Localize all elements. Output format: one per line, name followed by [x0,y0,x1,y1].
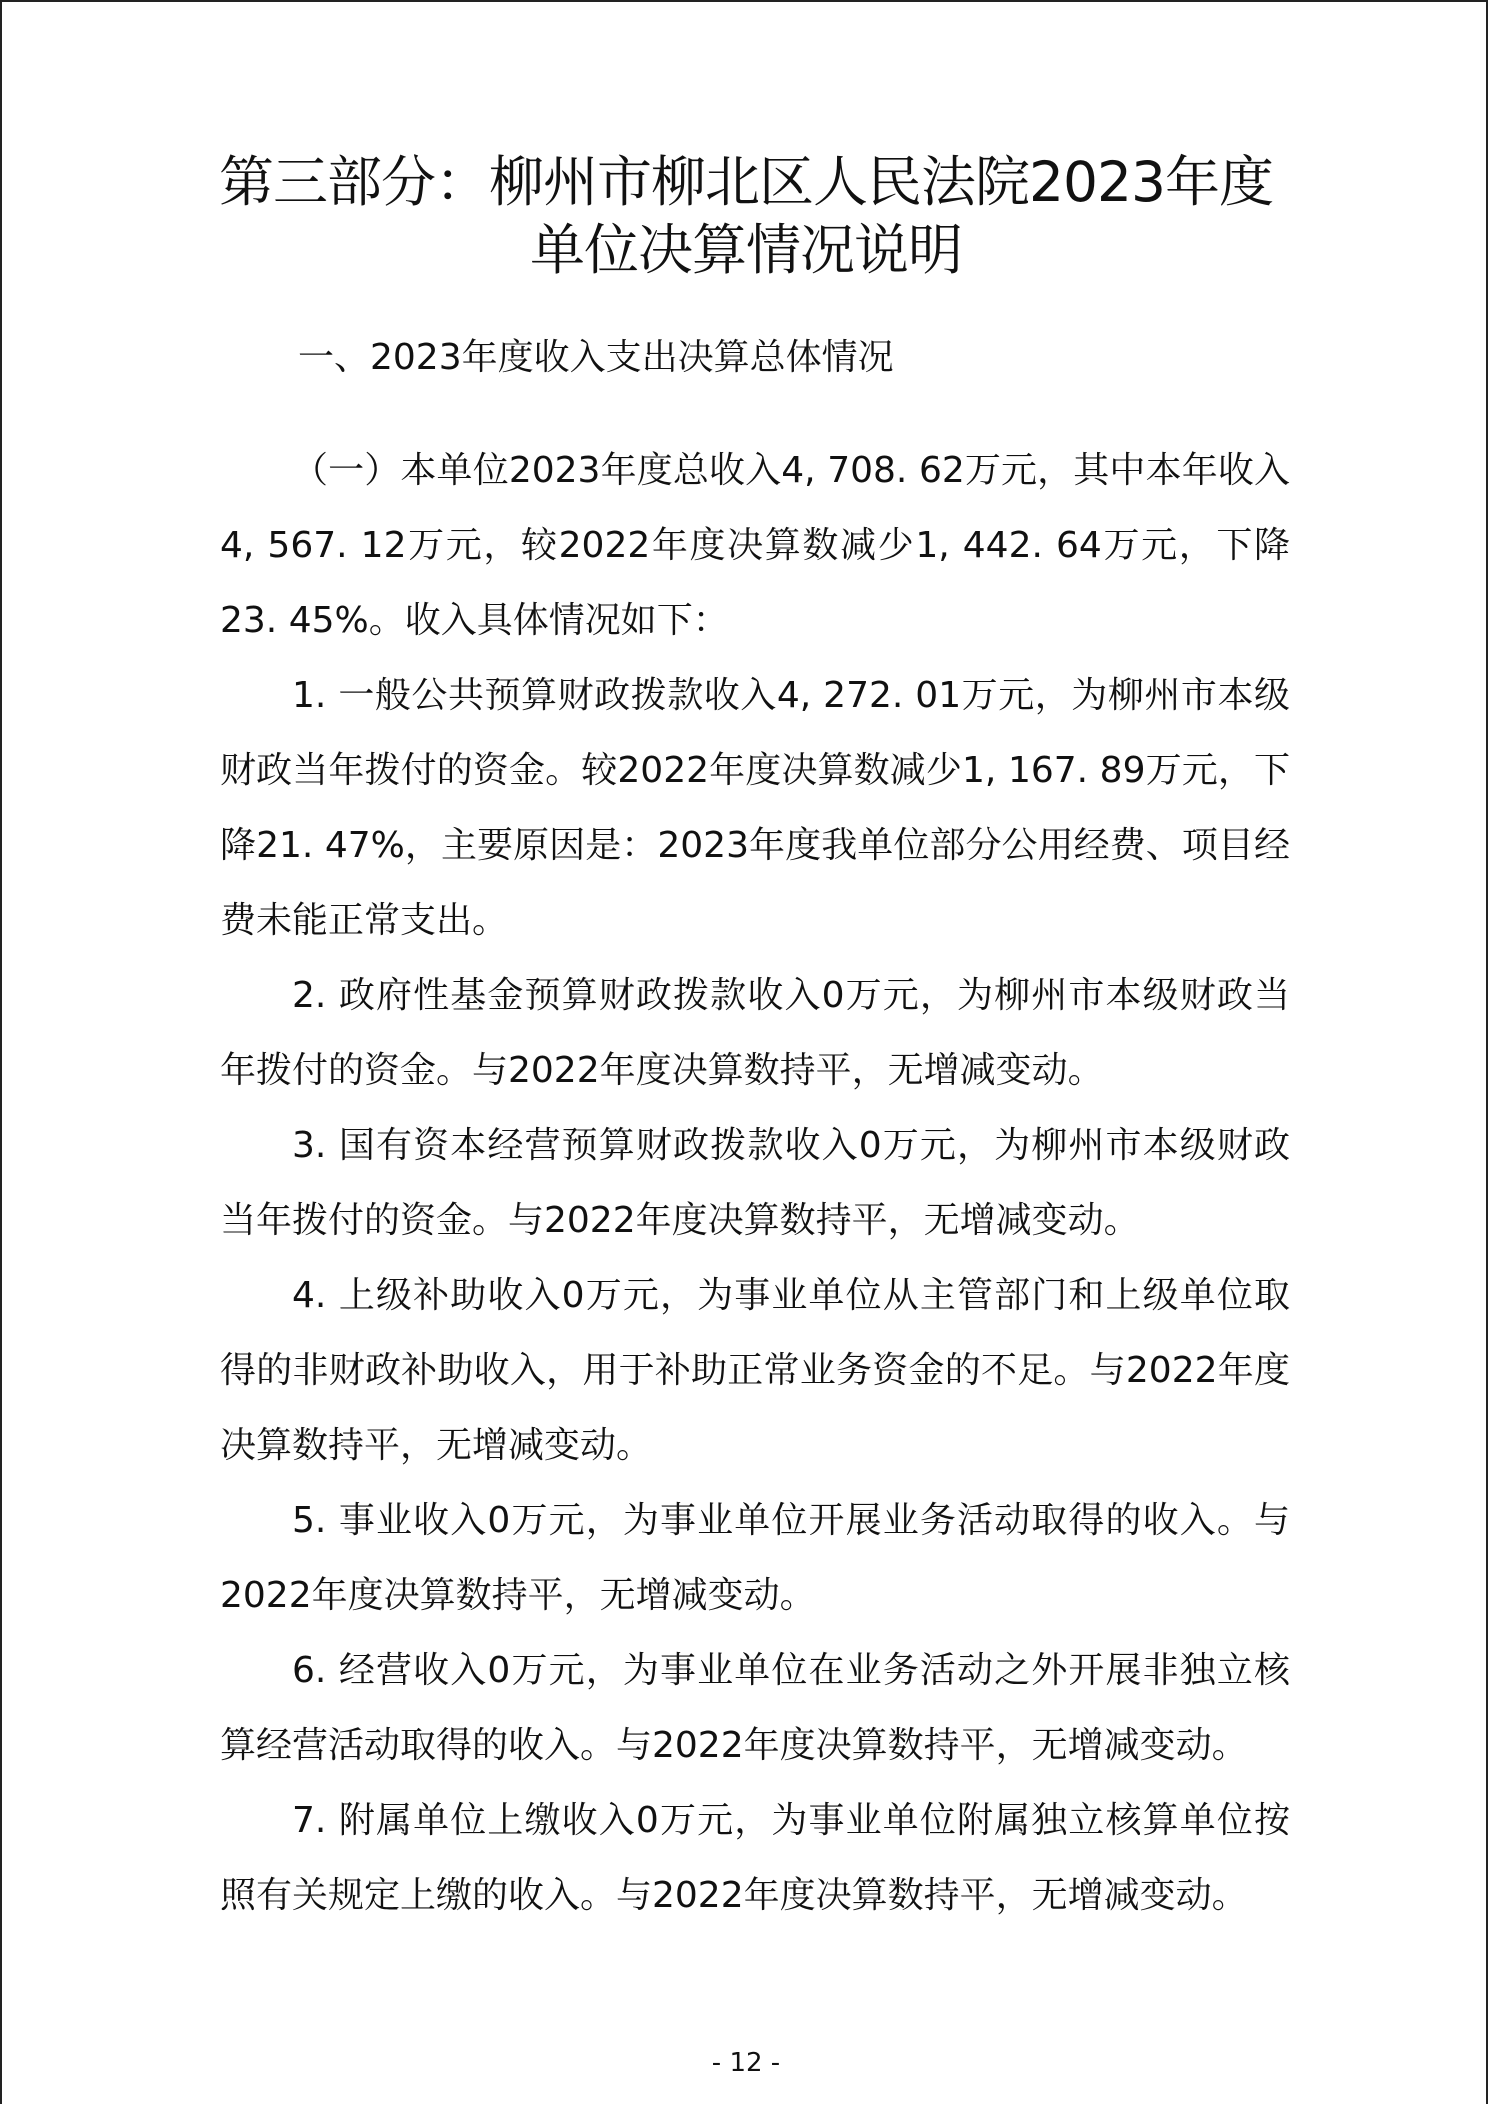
paragraph-item-3: 3. 国有资本经营预算财政拨款收入0万元，为柳州市本级财政当年拨付的资金。与2022年度决算数持平，无增减变动。 [220,1125,1290,1241]
paragraph-item-7: 7. 附属单位上缴收入0万元，为事业单位附属独立核算单位按照有关规定上缴的收入。与2022年度决算数持平，无增减变动。 [220,1800,1290,1916]
body-text [220,433,1290,1933]
paragraph-summary: （一）本单位2023年度总收入4, 708. 62万元，其中本年收入4, 567. 12万元，较2022年度决算数减少1, 442. 64万元，下降23. 45%。收入具体情况如下： [220,450,1290,641]
paragraph-item-1: 1. 一般公共预算财政拨款收入4, 272. 01万元，为柳州市本级财政当年拨付的资金。较2022年度决算数减少1, 167. 89万元，下降21. 47%，主要原因是：2023年度我单位部分公用经费、项目经费未能正常支出。 [220,675,1290,941]
page-title [202,148,1290,284]
paragraph-item-6: 6. 经营收入0万元，为事业单位在业务活动之外开展非独立核算经营活动取得的收入。与2022年度决算数持平，无增减变动。 [220,1650,1290,1766]
paragraph-item-4: 4. 上级补助收入0万元，为事业单位从主管部门和上级单位取得的非财政补助收入，用于补助正常业务资金的不足。与2022年度决算数持平，无增减变动。 [220,1275,1290,1466]
section-heading: 一、2023年度收入支出决算总体情况 [298,337,894,378]
title-line-1: 第三部分：柳州市柳北区人民法院2023年度 [219,150,1273,214]
page-number: - 12 - [711,2048,781,2078]
title-line-2: 单位决算情况说明 [529,218,962,282]
paragraph-item-5: 5. 事业收入0万元，为事业单位开展业务活动取得的收入。与2022年度决算数持平，无增减变动。 [220,1500,1290,1616]
paragraph-item-2: 2. 政府性基金预算财政拨款收入0万元，为柳州市本级财政当年拨付的资金。与2022年度决算数持平，无增减变动。 [220,975,1290,1091]
